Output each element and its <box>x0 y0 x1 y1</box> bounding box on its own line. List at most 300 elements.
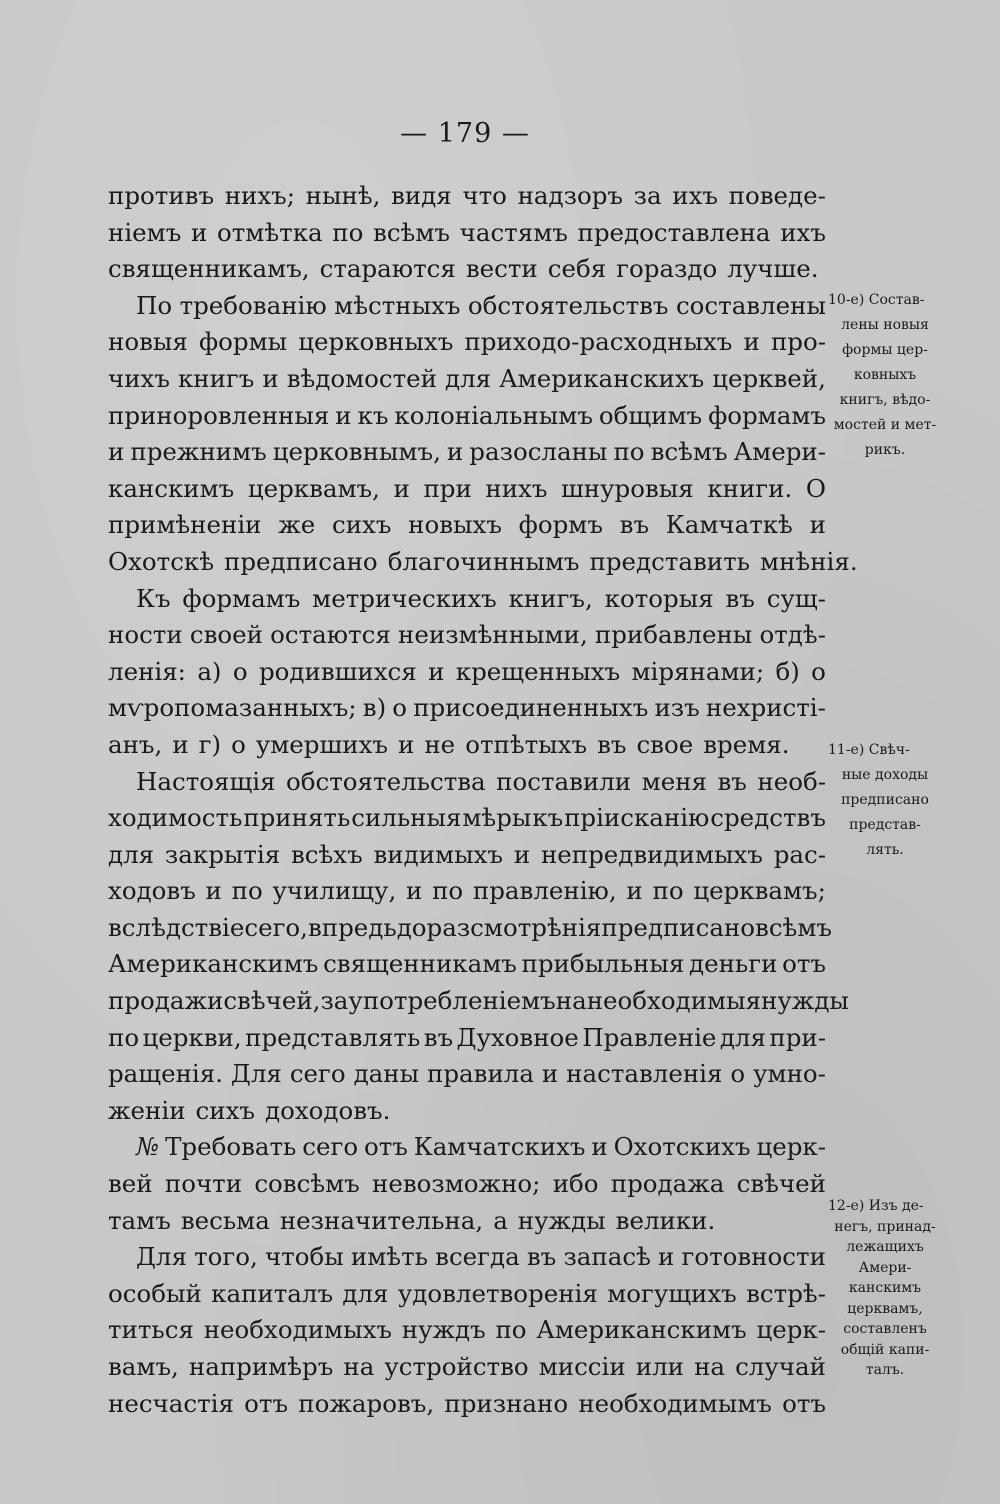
word: своей <box>189 620 263 650</box>
word: сильныя <box>351 803 462 833</box>
word: удовлетворенія <box>397 1278 598 1308</box>
word: случай <box>735 1352 826 1381</box>
word: Охотскихъ <box>613 1132 751 1162</box>
word: формъ <box>518 510 603 540</box>
word: не <box>424 729 456 759</box>
word: священникамъ <box>323 949 517 979</box>
word: признано <box>444 1388 569 1418</box>
word: училищу, <box>272 876 397 906</box>
margin-note-line: составленъ <box>843 1321 927 1337</box>
word: и <box>398 729 415 759</box>
word: требованію <box>179 290 327 320</box>
word: напримѣръ <box>188 1352 334 1381</box>
word: Охотскѣ <box>108 546 215 576</box>
text-line <box>108 946 826 983</box>
word: всегда <box>435 1242 520 1272</box>
word: церквамъ, <box>247 473 380 503</box>
word: себя <box>547 254 607 284</box>
word: несчастія <box>108 1388 234 1418</box>
text-line <box>108 1093 826 1130</box>
margin-note-line: Амери- <box>858 1259 912 1276</box>
word: Амери- <box>733 437 826 467</box>
word: на <box>555 986 587 1016</box>
text-line <box>108 1312 826 1349</box>
word: формы <box>198 327 288 357</box>
word: а <box>493 1205 508 1235</box>
word: священникамъ, <box>108 254 310 284</box>
word: видя <box>391 181 452 210</box>
word: тамъ <box>108 1205 171 1235</box>
word: меня <box>641 766 707 796</box>
word: примѣненіи <box>108 510 262 540</box>
margin-note-line: представ- <box>849 817 921 833</box>
word: того, <box>194 1242 258 1272</box>
text-line <box>108 1276 826 1313</box>
word: ибо <box>552 1169 599 1199</box>
word: свѣчей, <box>223 986 321 1016</box>
word: нуждъ <box>401 1315 486 1345</box>
margin-note-line: церквамъ, <box>847 1300 923 1317</box>
word: принять <box>243 803 351 833</box>
word: за <box>633 181 662 210</box>
word: мірянами; <box>631 656 765 686</box>
word: наставленія <box>566 1059 723 1089</box>
word: ходовъ <box>108 876 196 906</box>
word: чтобы <box>264 1242 344 1272</box>
word: къ <box>357 400 389 430</box>
word: въ <box>526 1242 557 1272</box>
word: и <box>393 473 410 503</box>
word: въ <box>725 583 755 613</box>
word: встрѣ- <box>746 1278 826 1308</box>
word: и <box>108 437 125 467</box>
word: и <box>446 437 464 467</box>
word: приноровленныя <box>108 400 330 430</box>
word: въ <box>423 1022 454 1052</box>
word: вслѣдствіе <box>108 912 245 942</box>
word: нехристі- <box>705 693 826 723</box>
word: обстоятельства <box>286 766 486 796</box>
word: сихъ <box>195 1095 256 1125</box>
word: в) <box>362 693 387 723</box>
word: что <box>462 181 507 210</box>
word: почти <box>164 1169 243 1199</box>
word: непредвидимыхъ <box>540 839 763 869</box>
word: вести <box>465 254 538 284</box>
word: книгъ, <box>508 583 593 613</box>
word: готовности <box>681 1242 826 1272</box>
word: велики. <box>615 1205 716 1235</box>
margin-note-12 <box>830 1196 940 1381</box>
word: свое <box>636 729 694 759</box>
word: и <box>513 839 531 869</box>
word: для <box>342 1278 389 1308</box>
text-line <box>108 727 826 764</box>
word: употребленіемъ <box>348 986 556 1016</box>
word: на <box>343 1352 375 1381</box>
margin-note-line: негъ, принад- <box>834 1218 936 1235</box>
word: о <box>392 693 408 723</box>
word: сего <box>289 1059 346 1089</box>
word: отъ <box>244 1388 289 1418</box>
word: по <box>108 1022 140 1052</box>
word: нужды <box>761 986 849 1016</box>
word: О <box>805 473 826 503</box>
word: отпѣтыхъ <box>465 729 588 759</box>
word: нынѣ, <box>305 181 381 210</box>
word: пожаровъ, <box>298 1388 435 1418</box>
word: всѣмъ <box>373 217 450 247</box>
margin-note-line: ковныхъ <box>853 367 917 383</box>
word: церковнымъ, <box>272 437 441 467</box>
word: Камчатскихъ <box>413 1132 586 1162</box>
body-text <box>108 178 858 1422</box>
word: капиталъ <box>211 1278 334 1308</box>
text-line <box>108 581 826 618</box>
word: родившихся <box>258 656 417 686</box>
word: же <box>278 510 316 540</box>
word: доходовъ. <box>265 1095 391 1125</box>
word: прежнимъ <box>130 437 267 467</box>
word: Американскихъ <box>499 363 705 393</box>
margin-note-line: мостей и мет- <box>833 417 937 433</box>
word: продажа <box>610 1169 725 1199</box>
word: приходо-расходныхъ <box>464 327 733 357</box>
word: Для <box>230 1059 282 1089</box>
word: присоединенныхъ <box>413 693 649 723</box>
word: г) <box>198 729 222 759</box>
word: необходимымъ <box>578 1388 772 1418</box>
word: умершихъ <box>255 729 388 759</box>
word: Американскимъ <box>536 1315 747 1345</box>
margin-note-line: лять. <box>866 842 904 858</box>
word: при <box>423 473 472 503</box>
word: устройство <box>384 1352 529 1381</box>
margin-note-line: рикъ. <box>864 442 906 458</box>
word: по <box>332 217 364 247</box>
text-line <box>108 873 826 910</box>
word: предписано <box>601 912 756 942</box>
word: отмѣтка <box>217 217 323 247</box>
word: пріисканію <box>564 803 710 833</box>
word: для <box>445 363 492 393</box>
word: книги. <box>707 473 793 503</box>
word: и <box>743 327 760 357</box>
word: и <box>591 1132 608 1162</box>
word: предоставлена <box>577 217 771 247</box>
word: о <box>811 656 826 686</box>
word: прибыльныя <box>521 949 685 979</box>
word: лучше. <box>727 254 819 284</box>
word: умно- <box>753 1059 826 1089</box>
word: шнуровыя <box>561 473 694 503</box>
word: вей <box>108 1169 153 1199</box>
word: церквамъ; <box>693 876 826 906</box>
word: составлены <box>675 290 826 320</box>
word: весьма <box>180 1205 270 1235</box>
word: неизмѣнными, <box>398 620 588 650</box>
word: о <box>232 656 248 686</box>
word: формамъ <box>182 583 301 613</box>
word: деньги <box>689 949 778 979</box>
word: ращенія. <box>108 1059 223 1089</box>
word: остаются <box>270 620 391 650</box>
word: разсмотрѣнія <box>426 912 602 942</box>
word: или <box>635 1352 684 1381</box>
word: Духовное <box>456 1022 579 1052</box>
word: колоніальнымъ <box>394 400 593 430</box>
word: при- <box>769 1022 826 1052</box>
word: необходимыхъ <box>203 1315 392 1345</box>
word: прибавлены <box>594 620 753 650</box>
margin-note-line: книгъ, вѣдо- <box>839 392 931 408</box>
text-line <box>108 1239 826 1276</box>
word: къ <box>532 803 564 833</box>
word: мѣры <box>462 803 532 833</box>
word: и <box>190 217 208 247</box>
word: Камчаткѣ <box>665 510 793 540</box>
text-line <box>108 983 849 1020</box>
margin-note-line: талъ. <box>865 1362 905 1378</box>
word: до <box>396 912 427 942</box>
text-line <box>108 764 826 801</box>
word: по <box>432 876 464 906</box>
text-line <box>108 1020 826 1057</box>
word: ности <box>108 620 183 650</box>
word: и <box>205 876 222 906</box>
word: и <box>541 1059 559 1089</box>
text-line <box>108 1056 826 1093</box>
word: Правленіе <box>582 1022 717 1052</box>
word: закрытія <box>164 839 281 869</box>
word: гораздо <box>616 254 718 284</box>
margin-note-11 <box>830 738 940 863</box>
word: про- <box>770 327 826 357</box>
word: Къ <box>136 583 171 613</box>
word: титься <box>108 1315 194 1345</box>
word: особый <box>108 1278 202 1308</box>
text-line <box>108 1129 826 1166</box>
text-line <box>108 288 826 325</box>
word: мѣстныхъ <box>334 290 461 320</box>
word: по <box>613 437 645 467</box>
text-line <box>108 837 826 874</box>
word: нихъ <box>485 473 548 503</box>
word: имѣть <box>350 1242 428 1272</box>
margin-note-line: канскимъ <box>848 1280 922 1296</box>
word: правленію, <box>472 876 617 906</box>
word: время. <box>703 729 790 759</box>
word: благочиннымъ <box>387 546 580 576</box>
word: всѣхъ <box>291 839 363 869</box>
word: поведе- <box>728 181 826 210</box>
word: всѣмъ <box>755 912 832 942</box>
word: по <box>652 876 684 906</box>
word: въ <box>597 729 627 759</box>
word: крещенныхъ <box>455 656 621 686</box>
text-line <box>108 800 826 837</box>
word: Для <box>136 1242 187 1272</box>
word: всѣмъ <box>650 437 728 467</box>
word: б) <box>775 656 800 686</box>
word: представить <box>589 546 751 576</box>
word: ніемъ <box>108 217 182 247</box>
text-line <box>108 617 826 654</box>
word: вамъ, <box>108 1352 179 1381</box>
word: въ <box>717 766 747 796</box>
word: По <box>136 290 173 320</box>
text-line <box>108 324 826 361</box>
word: церквей, <box>712 363 826 393</box>
text-line <box>108 1386 826 1423</box>
word: и <box>658 1242 675 1272</box>
margin-note-line: предписано <box>841 792 929 808</box>
word: и <box>262 363 279 393</box>
word: продажи <box>108 986 224 1016</box>
word: свѣчей <box>736 1169 826 1199</box>
word: ленія: <box>108 656 186 686</box>
text-line <box>108 910 832 947</box>
word: сего, <box>244 912 308 942</box>
word: противъ <box>108 181 215 210</box>
page-number: — 179 — <box>400 118 530 149</box>
word: разосланы <box>469 437 608 467</box>
word: незначительна, <box>279 1205 484 1235</box>
word: ходимость <box>108 803 243 833</box>
word: канскимъ <box>108 473 235 503</box>
word: мнѣнія. <box>760 546 858 576</box>
text-line <box>108 398 826 435</box>
word: для <box>719 1022 766 1052</box>
text-line <box>108 434 826 471</box>
word: женіи <box>108 1095 186 1125</box>
word: а) <box>197 656 222 686</box>
word: по <box>231 876 263 906</box>
word: нужды <box>517 1205 606 1235</box>
word: Настоящія <box>136 766 276 796</box>
word: отдѣ- <box>759 620 826 650</box>
word: новыя <box>108 327 188 357</box>
word: мѵропомазанныхъ; <box>108 693 357 723</box>
word: и <box>406 876 423 906</box>
word: необ- <box>757 766 826 796</box>
word: вѣдомостей <box>286 363 438 393</box>
word: правила <box>427 1059 534 1089</box>
margin-note-line: ные доходы <box>841 767 929 783</box>
word: о <box>231 729 246 759</box>
word: общимъ <box>598 400 703 430</box>
word: анъ, <box>108 729 163 759</box>
word: представлять <box>245 1022 421 1052</box>
word: Требовать <box>165 1132 297 1162</box>
word: на <box>694 1352 725 1381</box>
word: отъ <box>782 1388 826 1418</box>
word: запасѣ <box>563 1242 651 1272</box>
word: сихъ <box>331 510 392 540</box>
margin-note-line: формы цер- <box>842 342 928 358</box>
word: нихъ; <box>224 181 296 210</box>
word: книгъ <box>177 363 255 393</box>
text-line <box>108 251 826 288</box>
text-line <box>108 690 826 727</box>
margin-note-line: 10-е) Состав- <box>828 292 925 308</box>
word: частямъ <box>459 217 568 247</box>
word: чихъ <box>108 363 170 393</box>
word: ихъ <box>780 217 826 247</box>
word: сего <box>302 1132 359 1162</box>
text-line <box>108 1203 826 1240</box>
word: церк- <box>756 1315 826 1345</box>
text-line <box>108 544 858 581</box>
word: церкви, <box>142 1022 242 1052</box>
text-line <box>108 215 826 252</box>
word: сущ- <box>766 583 826 613</box>
text-line <box>108 178 826 215</box>
word: церк- <box>756 1132 826 1162</box>
word: и <box>809 510 826 540</box>
word: отъ <box>363 1132 408 1162</box>
word: и <box>626 876 643 906</box>
text-line <box>108 471 826 508</box>
margin-note-line: 12-е) Изъ де- <box>828 1198 924 1214</box>
word: предписано <box>224 546 378 576</box>
text-line <box>108 1349 826 1386</box>
word: невозможно; <box>372 1169 541 1199</box>
word: и <box>335 400 352 430</box>
word: формамъ <box>708 400 826 430</box>
word: впредь <box>307 912 397 942</box>
word: могущихъ <box>607 1278 737 1308</box>
word: Американскимъ <box>108 949 319 979</box>
word: совсѣмъ <box>254 1169 360 1199</box>
word: ихъ <box>672 181 718 210</box>
text-line <box>108 654 826 691</box>
word: надзоръ <box>517 181 623 210</box>
word: которыя <box>604 583 714 613</box>
word: для <box>108 839 155 869</box>
word: даны <box>353 1059 420 1089</box>
margin-note-10 <box>830 288 940 463</box>
word: и <box>428 656 445 686</box>
text-line <box>108 1166 826 1203</box>
word: необходимыя <box>586 986 762 1016</box>
word: поставили <box>496 766 632 796</box>
word: въ <box>619 510 650 540</box>
word: о <box>730 1059 746 1089</box>
margin-note-line: 11-е) Свѣч- <box>828 742 910 758</box>
word: за <box>320 986 349 1016</box>
text-line <box>108 361 826 398</box>
word: стараются <box>319 254 456 284</box>
word: церковныхъ <box>298 327 454 357</box>
word: видимыхъ <box>373 839 504 869</box>
margin-note-line: лены новыя <box>841 317 929 333</box>
word: изъ <box>654 693 700 723</box>
word: № <box>136 1132 160 1162</box>
word: рас- <box>773 839 826 869</box>
margin-note-line: общій капи- <box>840 1341 930 1358</box>
word: обстоятельствъ <box>467 290 669 320</box>
margin-note-line: лежащихъ <box>846 1239 924 1255</box>
word: и <box>172 729 189 759</box>
word: по <box>495 1315 527 1345</box>
word: отъ <box>782 949 826 979</box>
word: метрическихъ <box>312 583 497 613</box>
word: миссіи <box>538 1352 626 1381</box>
word: новыхъ <box>408 510 502 540</box>
word: средствъ <box>710 803 826 833</box>
text-line <box>108 507 826 544</box>
